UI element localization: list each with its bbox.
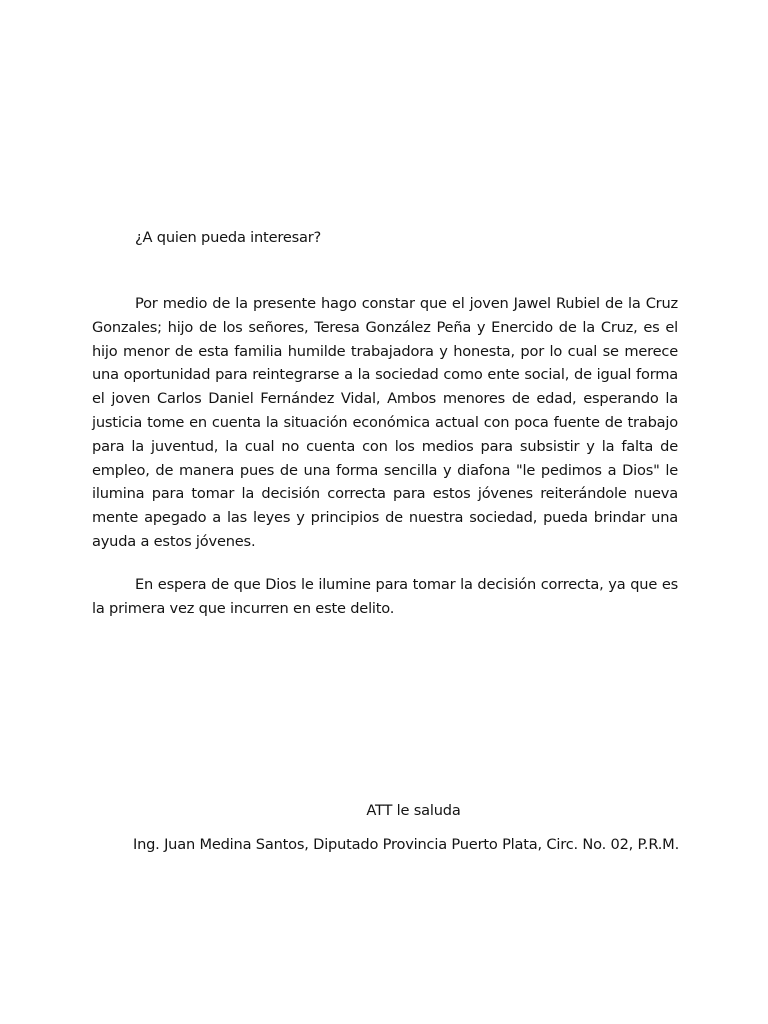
- closing-block: [0, 799, 768, 823]
- signature-line: Ing. Juan Medina Santos, Diputado Provincia Puerto Plata, Circ. No. 02, P.R.M.: [132, 836, 680, 853]
- body-paragraph: Por medio de la presente hago constar que el joven Jawel Rubiel de la Cruz Gonzales; hijo de los señores, Teresa González Peña y Enercido de la Cruz, es el hijo menor de esta familia humilde trabajadora y honesta, por lo cual se merece una oportunidad para reintegrarse a la sociedad como ente social, de igual forma el joven Carlos Daniel Fernández Vidal, Ambos menores de edad, esperando la justicia tome en cuenta la situación económica actual con poca fuente de trabajo para la juventud, la cual no cuenta con los medios para subsistir y la falta de empleo, de manera pues de una forma sencilla y diafona "le pedimos a Dios" le ilumina para tomar la decisión correcta para estos jóvenes reiterándole nueva mente apegado a las leyes y principios de nuestra sociedad, pueda brindar una ayuda a estos jóvenes.: [92, 295, 678, 550]
- body-paragraph-1-block: [92, 292, 678, 554]
- body-paragraph: En espera de que Dios le ilumine para tomar la decisión correcta, ya que es la primera vez que incurren en este delito.: [92, 576, 678, 617]
- closing-line: ATT le saluda: [366, 802, 461, 819]
- greeting-block: [92, 226, 678, 250]
- body-paragraph-2-block: [92, 573, 678, 621]
- greeting-line: ¿A quien pueda interesar?: [135, 229, 322, 246]
